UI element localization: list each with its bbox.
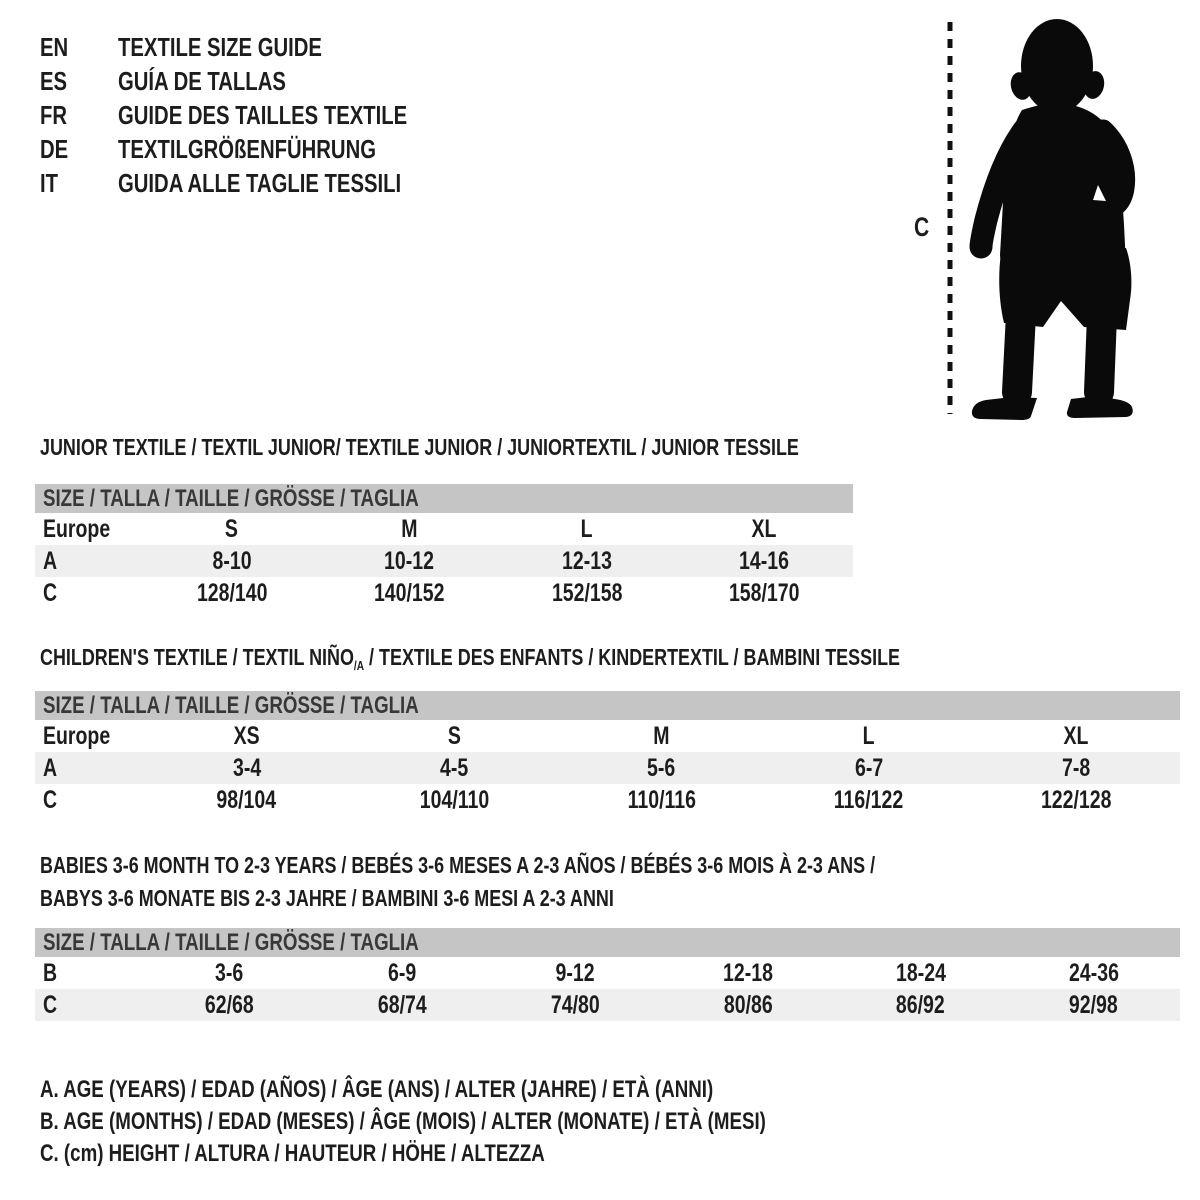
row-label: A (43, 546, 58, 575)
table-cell: 62/68 (205, 990, 254, 1019)
table-cell: 6-9 (388, 958, 417, 987)
legend-line-c: C. (cm) HEIGHT / ALTURA / HAUTEUR / HÖHE / ALTEZZA (40, 1140, 545, 1167)
row-label: A (43, 753, 58, 782)
lang-row-fr (40, 98, 640, 132)
guide-title-en: TEXTILE SIZE GUIDE (118, 32, 322, 62)
lang-code-it: IT (40, 168, 59, 198)
height-measure-label: C (914, 212, 930, 242)
table-cell: 158/170 (729, 578, 800, 607)
babies-size-header-bar (35, 928, 1180, 957)
table-row (35, 545, 853, 577)
junior-size-table (35, 513, 853, 609)
legend (40, 1074, 971, 1170)
guide-title-de: TEXTILGRÖßENFÜHRUNG (118, 134, 376, 164)
lang-code-es: ES (40, 66, 68, 96)
table-cell: 116/122 (834, 785, 904, 814)
table-cell: 8-10 (212, 546, 252, 575)
children-size-table (35, 720, 1180, 816)
table-cell: S (447, 721, 461, 750)
silhouette-foot-right (1067, 396, 1133, 418)
table-cell: 74/80 (550, 990, 600, 1019)
children-section-title: CHILDREN'S TEXTILE / TEXTIL $NIÑO_{/A}$ / TEXTILE DES ENFANTS / KINDERTEXTIL / BAMBINI TESSILE (40, 644, 900, 673)
table-cell: 9-12 (555, 958, 595, 987)
toddler-silhouette (900, 0, 1140, 430)
table-cell: 128/140 (196, 578, 267, 607)
table-cell: L (580, 514, 593, 543)
size-header-label: SIZE / TALLA / TAILLE / GRÖSSE / TAGLIA (43, 929, 419, 956)
table-row (35, 577, 853, 609)
lang-row-en (40, 30, 640, 64)
table-cell: 18-24 (895, 958, 946, 987)
children-size-header-bar (35, 691, 1180, 720)
lang-code-en: EN (40, 32, 69, 62)
legend-line-a: A. AGE (YEARS) / EDAD (AÑOS) / ÂGE (ANS) / ALTER (JAHRE) / ETÀ (ANNI) (40, 1076, 714, 1103)
silhouette-leg-right (1099, 316, 1102, 392)
table-cell: 80/86 (723, 990, 773, 1019)
table-cell: XS (233, 721, 260, 750)
babies-size-table (35, 957, 1180, 1021)
table-cell: 4-5 (440, 753, 469, 782)
table-cell: 3-6 (215, 958, 244, 987)
lang-row-de (40, 132, 640, 166)
guide-title-it: GUIDA ALLE TAGLIE TESSILI (118, 168, 402, 198)
silhouette-foot-left (972, 397, 1037, 420)
lang-row-it (40, 166, 640, 200)
babies-section-title-line1: BABIES 3-6 MONTH TO 2-3 YEARS / BEBÉS 3-6 MESES A 2-3 AÑOS / BÉBÉS 3-6 MOIS À 2-3 ANS / (40, 852, 876, 878)
lang-code-de: DE (40, 134, 69, 164)
table-cell: 140/152 (374, 578, 445, 607)
legend-line-b: B. AGE (MONTHS) / EDAD (MESES) / ÂGE (MOIS) / ALTER (MONATE) / ETÀ (MESI) (40, 1108, 766, 1135)
table-cell: 14-16 (739, 546, 790, 575)
table-row (35, 989, 1180, 1021)
guide-title-es: GUÍA DE TALLAS (118, 66, 286, 96)
table-cell: 12-18 (722, 958, 773, 987)
table-cell: XL (1063, 721, 1089, 750)
junior-section-title: JUNIOR TEXTILE / TEXTIL JUNIOR/ TEXTILE JUNIOR / JUNIORTEXTIL / JUNIOR TESSILE (40, 434, 799, 460)
table-row (35, 720, 1180, 752)
table-cell: 104/110 (419, 785, 489, 814)
table-cell: M (401, 514, 418, 543)
silhouette-head (1021, 19, 1093, 113)
row-label: C (43, 990, 58, 1019)
row-label: C (43, 785, 58, 814)
nino-a-subscript: /A (353, 658, 365, 673)
table-cell: L (862, 721, 875, 750)
table-cell: 92/98 (1069, 990, 1118, 1019)
silhouette-leg-left (1017, 314, 1021, 392)
table-cell: S (225, 514, 239, 543)
table-cell: 68/74 (377, 990, 427, 1019)
table-cell: 6-7 (854, 753, 884, 782)
row-label: Europe (43, 721, 111, 750)
size-header-label: SIZE / TALLA / TAILLE / GRÖSSE / TAGLIA (43, 485, 419, 512)
table-cell: 24-36 (1068, 958, 1119, 987)
table-cell: 12-13 (561, 546, 612, 575)
table-cell: 3-4 (232, 753, 261, 782)
table-cell: 110/116 (627, 785, 696, 814)
junior-size-header-bar (35, 484, 853, 513)
table-row (35, 752, 1180, 784)
table-row (35, 784, 1180, 816)
table-cell: 10-12 (384, 546, 435, 575)
table-cell: 98/104 (216, 785, 277, 814)
row-label: C (43, 578, 58, 607)
table-cell: XL (751, 514, 777, 543)
table-cell: M (653, 721, 670, 750)
row-label: Europe (43, 514, 111, 543)
table-cell: 86/92 (896, 990, 946, 1019)
table-row (35, 957, 1180, 989)
guide-title-fr: GUIDE DES TAILLES TEXTILE (118, 100, 408, 130)
row-label: B (43, 958, 58, 987)
table-row (35, 513, 853, 545)
babies-section-title-line2: BABYS 3-6 MONATE BIS 2-3 JAHRE / BAMBINI 3-6 MESI A 2-3 ANNI (40, 885, 614, 911)
size-header-label: SIZE / TALLA / TAILLE / GRÖSSE / TAGLIA (43, 692, 419, 719)
table-cell: 122/128 (1041, 785, 1112, 814)
table-cell: 152/158 (551, 578, 622, 607)
lang-row-es (40, 64, 640, 98)
lang-code-fr: FR (40, 100, 68, 130)
table-cell: 7-8 (1062, 753, 1091, 782)
table-cell: 5-6 (647, 753, 676, 782)
language-title-list (40, 30, 640, 200)
